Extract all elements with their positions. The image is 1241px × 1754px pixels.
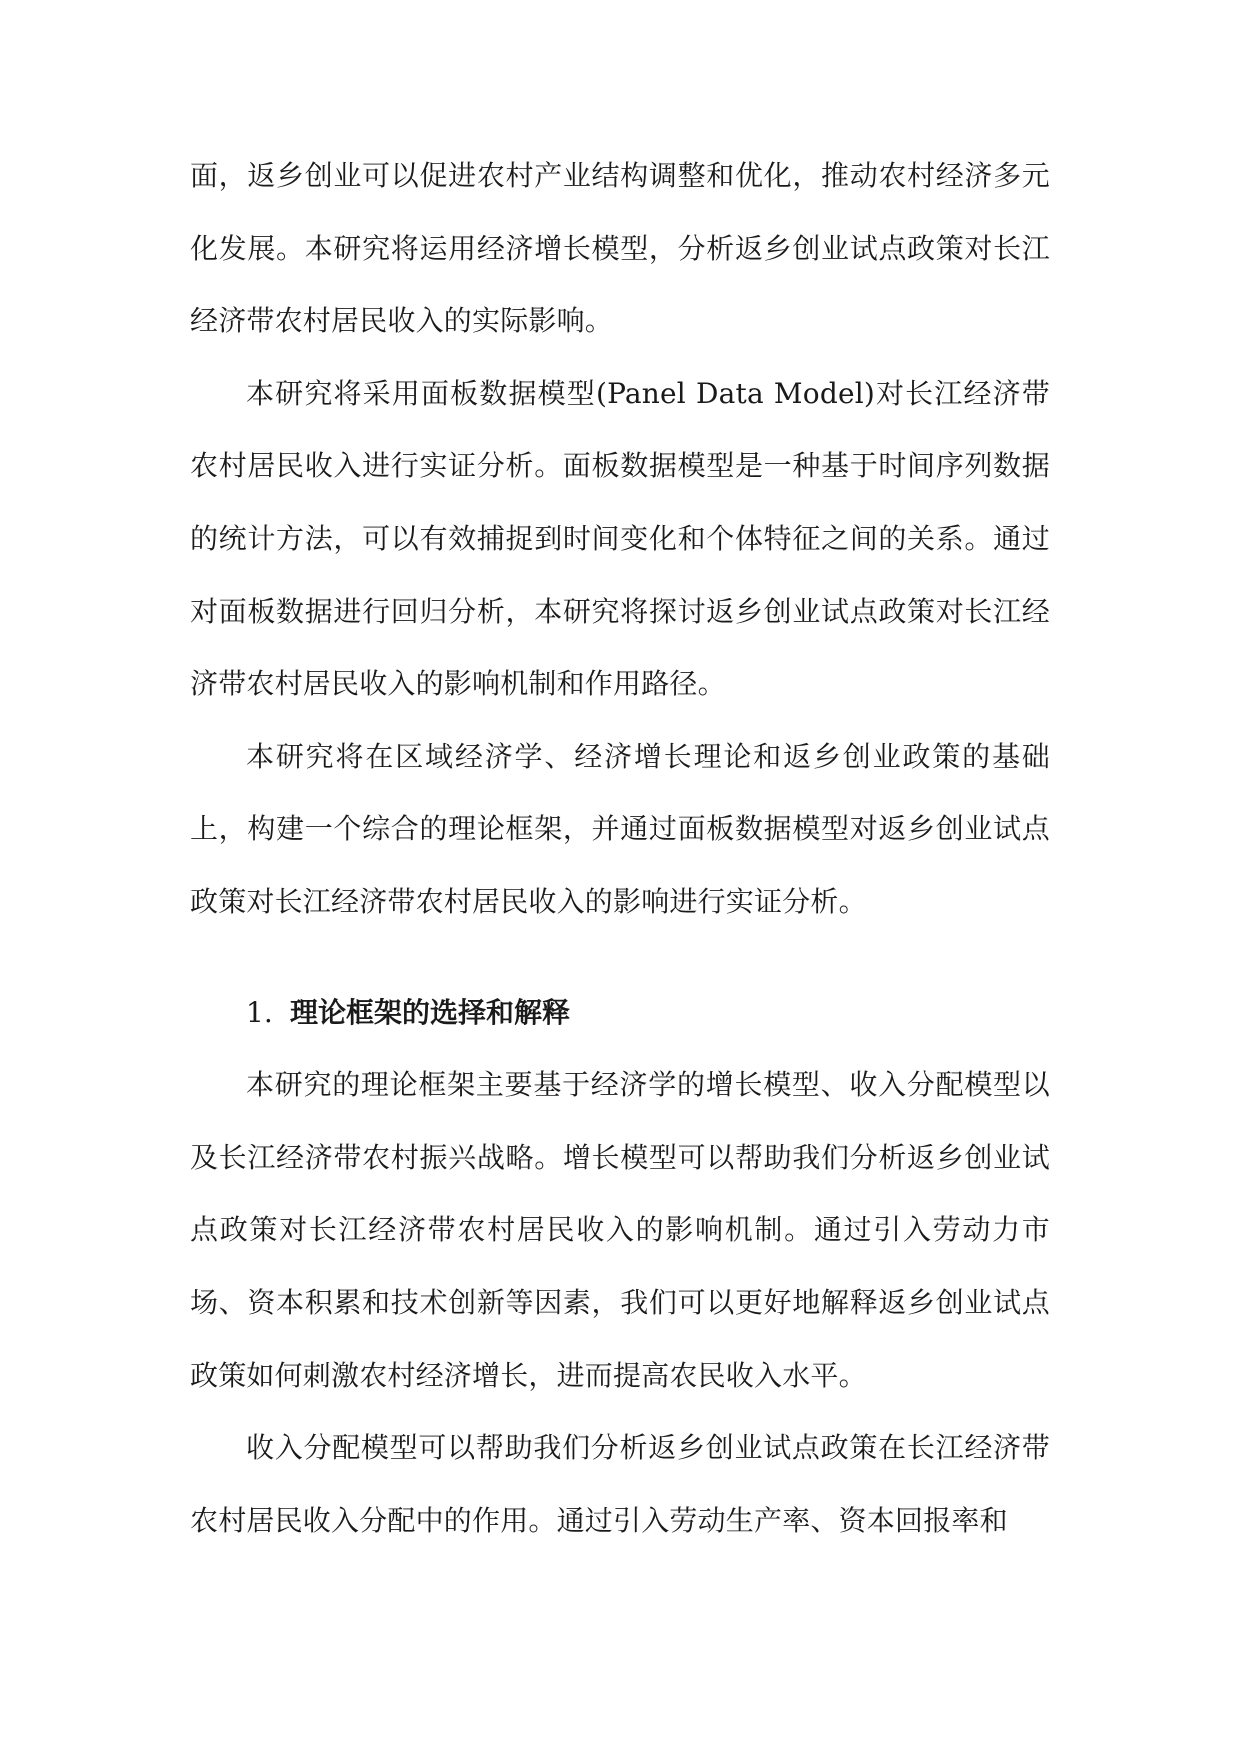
- document-body: [190, 140, 1050, 1557]
- section-heading: [190, 977, 1050, 1050]
- section-number: 1.: [246, 995, 273, 1029]
- section-spacer: [190, 939, 1050, 977]
- paragraph-research-framework: 本研究将在区域经济学、经济增长理论和返乡创业政策的基础上，构建一个综合的理论框架，并通过面板数据模型对返乡创业试点政策对长江经济带农村居民收入的影响进行实证分析。: [190, 739, 1050, 918]
- paragraph-panel-data-model: 本研究将采用面板数据模型(Panel Data Model)对长江经济带农村居民收入进行实证分析。面板数据模型是一种基于时间序列数据的统计方法，可以有效捕捉到时间变化和个体特征之间的关系。通过对面板数据进行回归分析，本研究将探讨返乡创业试点政策对长江经济带农村居民收入的影响机制和作用路径。: [190, 376, 1050, 701]
- section-title: 理论框架的选择和解释: [290, 995, 571, 1029]
- paragraph-continued: 面，返乡创业可以促进农村产业结构调整和优化，推动农村经济多元化发展。本研究将运用经济增长模型，分析返乡创业试点政策对长江经济带农村居民收入的实际影响。: [190, 159, 1050, 338]
- paragraph-income-distribution: 收入分配模型可以帮助我们分析返乡创业试点政策在长江经济带农村居民收入分配中的作用。通过引入劳动生产率、资本回报率和: [190, 1431, 1050, 1537]
- paragraph-growth-model: 本研究的理论框架主要基于经济学的增长模型、收入分配模型以及长江经济带农村振兴战略。增长模型可以帮助我们分析返乡创业试点政策对长江经济带农村居民收入的影响机制。通过引入劳动力市场、资本积累和技术创新等因素，我们可以更好地解释返乡创业试点政策如何刺激农村经济增长，进而提高农民收入水平。: [190, 1068, 1050, 1392]
